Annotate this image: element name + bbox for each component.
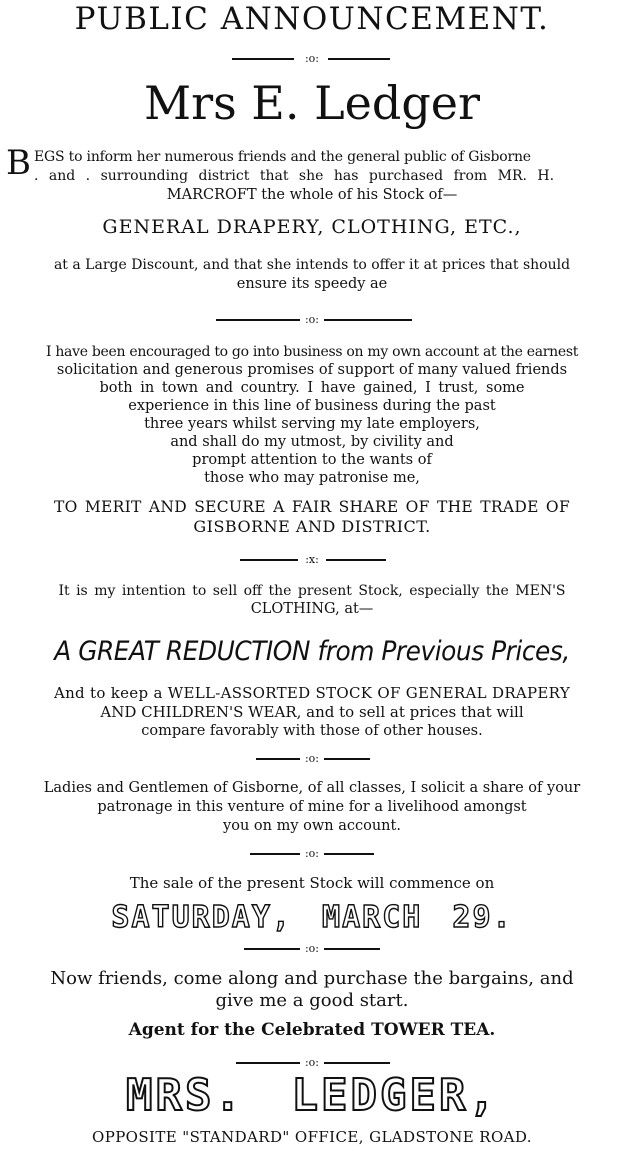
announcement-title: PUBLIC ANNOUNCEMENT. <box>74 1 550 37</box>
patronage-line: Ladies and Gentlemen of Gisborne, of all classes, I solicit a share of your <box>43 780 581 796</box>
separator <box>0 942 624 956</box>
intro-line: EGS to inform her numerous friends and the general public of Gisborne <box>34 149 531 165</box>
intro-line: at a Large Discount, and that she intends to offer it at prices that should <box>53 257 571 273</box>
signature-name: MRS. LEDGER, <box>126 1070 498 1121</box>
stock-heading: GENERAL DRAPERY, CLOTHING, ETC., <box>102 216 522 238</box>
separator-mark: :o: <box>304 1056 320 1069</box>
separator <box>0 553 624 567</box>
intention-line: AND CHILDREN'S WEAR, and to sell at prices that will <box>100 703 524 721</box>
reduction-headline: A GREAT REDUCTION from Previous Prices, <box>54 636 570 667</box>
separator <box>0 313 624 327</box>
patronage-line: patronage in this venture of mine for a livelihood amongst <box>97 799 527 815</box>
address-line: OPPOSITE "STANDARD" OFFICE, GLADSTONE ROAD. <box>92 1128 532 1146</box>
intention-line: It is my intention to sell off the present Stock, especially the MEN'S <box>58 583 566 599</box>
separator <box>0 1056 624 1070</box>
business-line: those who may patronise me, <box>204 470 420 486</box>
sale-line: The sale of the present Stock will commence on <box>129 874 495 892</box>
intention-line: And to keep a WELL-ASSORTED STOCK OF GENERAL DRAPERY <box>53 684 571 702</box>
separator-mark: :o: <box>304 313 320 326</box>
intro-line: MARCROFT the whole of his Stock of— <box>166 187 458 203</box>
separator-mark: :o: <box>304 52 320 65</box>
proprietor-name: Mrs E. Ledger <box>143 76 480 130</box>
separator-mark: :o: <box>304 942 320 955</box>
merit-line: GISBORNE AND DISTRICT. <box>193 517 431 536</box>
business-line: I have been encouraged to go into business on my own account at the earnest <box>45 344 579 360</box>
agent-line: Agent for the Celebrated TOWER TEA. <box>128 1020 496 1040</box>
business-line: three years whilst serving my late employers, <box>144 416 480 432</box>
separator <box>0 847 624 861</box>
separator <box>0 752 624 766</box>
intention-line: compare favorably with those of other houses. <box>141 723 483 739</box>
merit-line: TO MERIT AND SECURE A FAIR SHARE OF THE TRADE OF <box>54 498 570 516</box>
intro-line: ensure its speedy ae <box>236 276 388 292</box>
closing-line: give me a good start. <box>215 990 409 1011</box>
business-line: prompt attention to the wants of <box>192 452 432 468</box>
separator <box>0 52 624 66</box>
separator-mark: :x: <box>305 553 319 566</box>
intro-line: . and . surrounding district that she has purchased from MR. H. <box>34 168 555 184</box>
patronage-line: you on my own account. <box>223 818 401 834</box>
business-line: both in town and country. I have gained, I trust, some <box>99 380 525 396</box>
separator-mark: :o: <box>304 752 320 765</box>
sale-date: SATURDAY, MARCH 29. <box>111 900 513 935</box>
closing-line: Now friends, come along and purchase the bargains, and <box>50 968 574 989</box>
business-line: experience in this line of business during the past <box>128 398 496 414</box>
separator-mark: :o: <box>304 847 320 860</box>
business-line: solicitation and generous promises of support of many valued friends <box>56 362 568 378</box>
intention-line: CLOTHING, at— <box>250 601 374 617</box>
drop-cap: B <box>6 143 31 183</box>
business-line: and shall do my utmost, by civility and <box>170 434 454 450</box>
